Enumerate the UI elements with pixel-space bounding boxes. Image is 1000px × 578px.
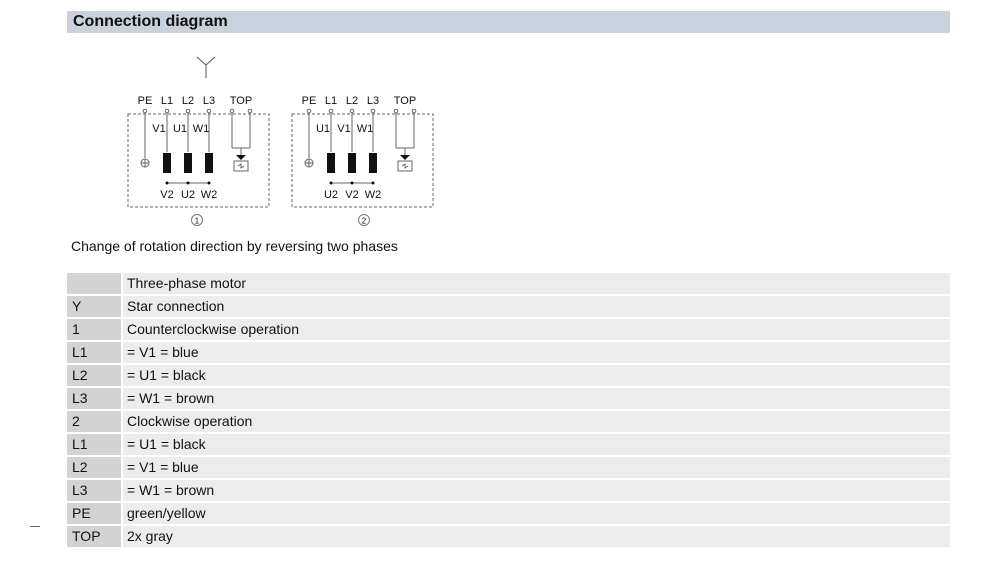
legend-value: Counterclockwise operation <box>123 319 950 340</box>
legend-row <box>67 365 950 386</box>
winding-label: V1 <box>337 123 351 135</box>
legend-row <box>67 526 950 547</box>
legend-key: L1 <box>67 342 121 363</box>
winding-label: U2 <box>180 189 196 201</box>
winding-label: U1 <box>315 123 331 135</box>
legend-key: L1 <box>67 434 121 455</box>
terminal-label: L3 <box>366 95 380 107</box>
legend-value: Star connection <box>123 296 950 317</box>
winding-label: V2 <box>345 189 359 201</box>
legend-value: Three-phase motor <box>123 273 950 294</box>
winding-label: V1 <box>152 123 166 135</box>
terminal-label: L2 <box>181 95 195 107</box>
legend-row <box>67 319 950 340</box>
legend-key: 2 <box>67 411 121 432</box>
terminal-label: L3 <box>202 95 216 107</box>
legend-key: L3 <box>67 388 121 409</box>
diagram-number: 1 <box>194 216 200 226</box>
legend-value: Clockwise operation <box>123 411 950 432</box>
winding-labels-upper <box>316 123 373 135</box>
winding-labels-lower <box>324 189 381 201</box>
terminal-label: PE <box>137 95 153 107</box>
diagram-right <box>292 95 433 226</box>
legend-row <box>67 457 950 478</box>
legend-row <box>67 342 950 363</box>
legend-value: = U1 = black <box>123 365 950 386</box>
winding-label: W2 <box>200 189 218 201</box>
legend-row <box>67 296 950 317</box>
legend-value: = W1 = brown <box>123 480 950 501</box>
margin-mark <box>30 526 40 527</box>
legend-value: 2x gray <box>123 526 950 547</box>
winding-label: U2 <box>323 189 339 201</box>
diagram-left <box>128 95 269 226</box>
winding-labels-lower <box>160 189 217 201</box>
legend-key: Y <box>67 296 121 317</box>
legend-row <box>67 503 950 524</box>
diagram-number: 2 <box>361 216 367 226</box>
legend-value: = U1 = black <box>123 434 950 455</box>
legend-key: L2 <box>67 457 121 478</box>
terminal-label: L1 <box>324 95 338 107</box>
winding-labels-upper <box>152 123 209 135</box>
legend-key: 1 <box>67 319 121 340</box>
terminal-labels <box>138 95 253 107</box>
legend-value: green/yellow <box>123 503 950 524</box>
winding-label: W1 <box>192 123 210 135</box>
legend-value: = V1 = blue <box>123 457 950 478</box>
terminal-label: TOP <box>229 95 253 107</box>
legend-row <box>67 411 950 432</box>
section-title: Connection diagram <box>67 11 950 33</box>
legend-key: TOP <box>67 526 121 547</box>
winding-label: V2 <box>160 189 174 201</box>
legend-key: L2 <box>67 365 121 386</box>
legend-row <box>67 388 950 409</box>
terminal-label: TOP <box>393 95 417 107</box>
star-symbol-icon <box>197 57 215 78</box>
legend-value: = W1 = brown <box>123 388 950 409</box>
terminal-label: PE <box>301 95 317 107</box>
connection-diagram <box>0 0 1000 240</box>
winding-label: W1 <box>356 123 374 135</box>
terminal-label: L2 <box>345 95 359 107</box>
caption-text: Change of rotation direction by reversing two phases <box>71 238 398 254</box>
legend-key: L3 <box>67 480 121 501</box>
winding-label: W2 <box>364 189 382 201</box>
winding-label: U1 <box>172 123 188 135</box>
legend-row <box>67 434 950 455</box>
legend-row <box>67 273 950 294</box>
terminal-label: L1 <box>160 95 174 107</box>
legend-key: PE <box>67 503 121 524</box>
legend-table <box>67 273 950 549</box>
legend-value: = V1 = blue <box>123 342 950 363</box>
terminal-labels <box>302 95 417 107</box>
legend-key <box>67 273 121 294</box>
legend-row <box>67 480 950 501</box>
